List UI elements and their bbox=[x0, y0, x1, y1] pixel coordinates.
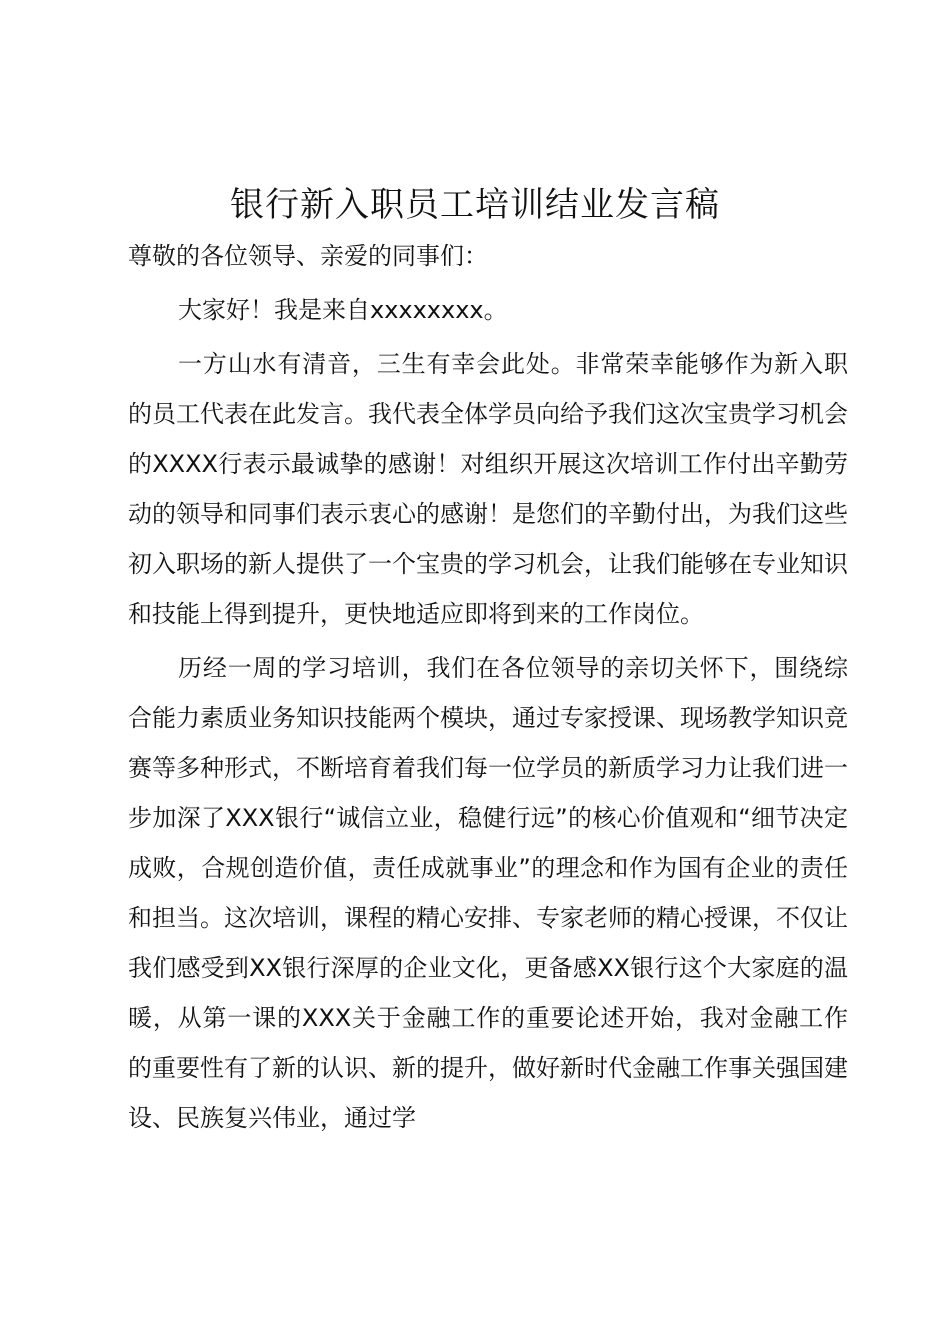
salutation: 尊敬的各位领导、亲爱的同事们： bbox=[128, 242, 488, 270]
paragraph-training: 历经一周的学习培训，我们在各位领导的亲切关怀下，围绕综合能力素质业务知识技能两个模块，通过专家授课、现场教学知识竞赛等多种形式，不断培育着我们每一位学员的新质学习力让我们进一步加深了XXX银行“诚信立业，稳健行远”的核心价值观和“细节决定成败，合规创造价值，责任成就事业”的理念和作为国有企业的责任和担当。这次培训，课程的精心安排、专家老师的精心授课，不仅让我们感受到XX银行深厚的企业文化，更备感XX银行这个大家庭的温暖，从第一课的XXX关于金融工作的重要论述开始，我对金融工作的重要性有了新的认识、新的提升，做好新时代金融工作事关强国建设、民族复兴伟业，通过学 bbox=[128, 654, 848, 1132]
document-title: 银行新入职员工培训结业发言稿 bbox=[230, 185, 720, 225]
paragraph-greeting: 大家好！我是来自xxxxxxxx。 bbox=[178, 296, 508, 324]
document-body bbox=[128, 231, 848, 1143]
paragraph-thanks: 一方山水有清音，三生有幸会此处。非常荣幸能够作为新入职的员工代表在此发言。我代表全体学员向给予我们这次宝贵学习机会的XXXX行表示最诚挚的感谢！对组织开展这次培训工作付出辛勤劳动的领导和同事们表示衷心的感谢！是您们的辛勤付出，为我们这些初入职场的新人提供了一个宝贵的学习机会，让我们能够在专业知识和技能上得到提升，更快地适应即将到来的工作岗位。 bbox=[128, 350, 848, 628]
